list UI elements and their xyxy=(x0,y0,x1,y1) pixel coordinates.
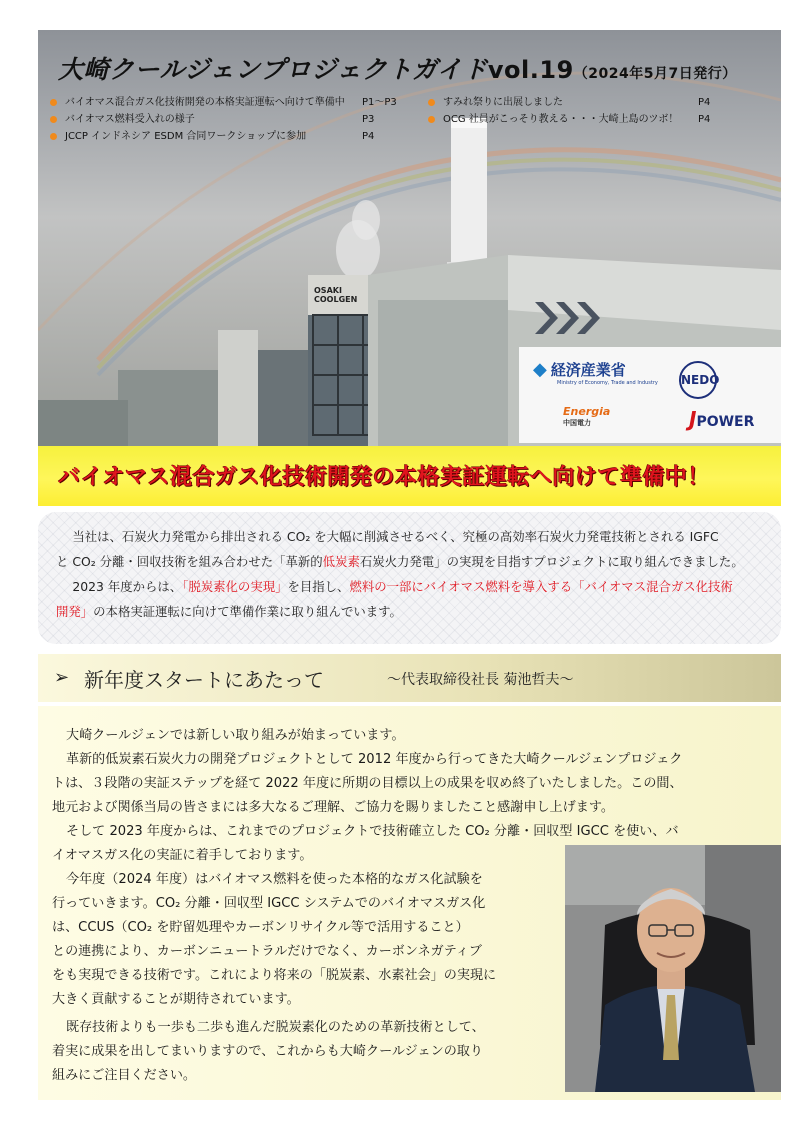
meti-logo: ◆ 経済産業省 Ministry of Economy, Trade and Industry xyxy=(533,359,658,386)
tower-sign: OSAKI COOLGEN xyxy=(314,286,358,304)
intro-line: 開発」の本格実証運転に向けて準備作業に取り組んでいます。 xyxy=(56,604,402,619)
bullet-icon xyxy=(428,99,435,106)
headline-text: バイオマス混合ガス化技術開発の本格実証運転へ向けて準備中！ xyxy=(58,465,710,490)
toc-item[interactable]: バイオマス燃料受入れの様子 P3 xyxy=(50,111,390,128)
nedo-logo: NEDO xyxy=(679,361,717,399)
toc-item[interactable]: OCG 社員がこっそり教える・・・大崎上島のツボ！ P4 xyxy=(428,111,748,128)
section-subtitle: ～代表取締役社長 菊池哲夫～ xyxy=(387,672,574,688)
body-line: そして 2023 年度からは、これまでのプロジェクトで技術確立した CO₂ 分離・回収型 IGCC を使い、バ xyxy=(66,824,679,839)
intro-line: と CO₂ 分離・回収技術を組み合わせた「革新的低炭素石炭火力発電」の実現を目指すプロジェクトに取り組んできました。 xyxy=(56,554,744,569)
body-line: 大きく貢献することが期待されています。 xyxy=(52,992,300,1007)
issue-date: （2024年5月7日発行） xyxy=(573,66,737,82)
newsletter-title xyxy=(58,50,737,86)
energia-logo: Energia 中国電力 xyxy=(563,405,611,427)
toc-item[interactable]: バイオマス混合ガス化技術開発の本格実証運転へ向けて準備中 P1～P3 xyxy=(50,94,390,111)
arrow-icon: ➢ xyxy=(54,667,70,688)
intro-line: 2023 年度からは、「脱炭素化の実現」を目指し、燃料の一部にバイオマス燃料を導入する「バイオマス混合ガス化技術 xyxy=(72,579,733,594)
body-line: 大崎クールジェンでは新しい取り組みが始まっています。 xyxy=(66,728,405,743)
body-line: 着実に成果を出してまいりますので、これからも大崎クールジェンの取り xyxy=(52,1044,483,1059)
toc-item[interactable]: JCCP インドネシア ESDM 合同ワークショップに参加 P4 xyxy=(50,128,390,145)
body-line: トは、３段階の実証ステップを経て 2022 年度に所期の目標以上の成果を収め終了いたしました。この間、 xyxy=(52,776,683,791)
portrait-illustration xyxy=(565,845,781,1092)
body-line: は、CCUS（CO₂ を貯留処理やカーボンリサイクル等で活用すること） xyxy=(52,920,469,935)
toc-right-column xyxy=(428,94,748,128)
body-line: 既存技術よりも一歩も二歩も進んだ脱炭素化のための革新技術として、 xyxy=(66,1020,485,1035)
section-header xyxy=(38,654,781,702)
volume-label: vol.19 xyxy=(487,56,574,84)
bullet-icon xyxy=(50,116,57,123)
toc-left-column xyxy=(50,94,397,145)
headline-banner xyxy=(38,446,781,506)
body-line: 今年度（2024 年度）はバイオマス燃料を使った本格的なガス化試験を xyxy=(66,872,483,887)
title-main: 大崎クールジェンプロジェクトガイド xyxy=(58,55,488,84)
section-title: 新年度スタートにあたって xyxy=(84,668,324,692)
jpower-mark-icon: J xyxy=(689,407,697,431)
sponsor-logo-panel xyxy=(519,347,781,443)
jpower-logo: JPOWER xyxy=(689,407,755,431)
intro-box xyxy=(38,512,781,644)
bullet-icon xyxy=(428,116,435,123)
body-line: をも実現できる技術です。これにより将来の「脱炭素、水素社会」の実現に xyxy=(52,968,497,983)
toc-item[interactable]: すみれ祭りに出展しました P4 xyxy=(428,94,748,111)
body-line: 行っていきます。CO₂ 分離・回収型 IGCC システムでのバイオマスガス化 xyxy=(52,896,486,911)
body-line: イオマスガス化の実証に着手しております。 xyxy=(52,848,313,863)
body-line: との連携により、カーボンニュートラルだけでなく、カーボンネガティブ xyxy=(52,944,482,959)
meti-mark-icon: ◆ xyxy=(533,359,547,380)
president-portrait xyxy=(565,845,781,1092)
bullet-icon xyxy=(50,99,57,106)
body-line: 革新的低炭素石炭火力の開発プロジェクトとして 2012 年度から行ってきた大崎クールジェンプロジェク xyxy=(66,752,683,767)
body-line: 組みにご注目ください。 xyxy=(52,1068,197,1083)
hero-photo xyxy=(38,30,781,446)
intro-line: 当社は、石炭火力発電から排出される CO₂ を大幅に削減させるべく、究極の高効率石炭火力発電技術とされる IGFC xyxy=(72,529,719,544)
body-line: 地元および関係当局の皆さまには多大なるご理解、ご協力を賜りましたこと感謝申し上げます。 xyxy=(52,800,614,815)
bullet-icon xyxy=(50,133,57,140)
